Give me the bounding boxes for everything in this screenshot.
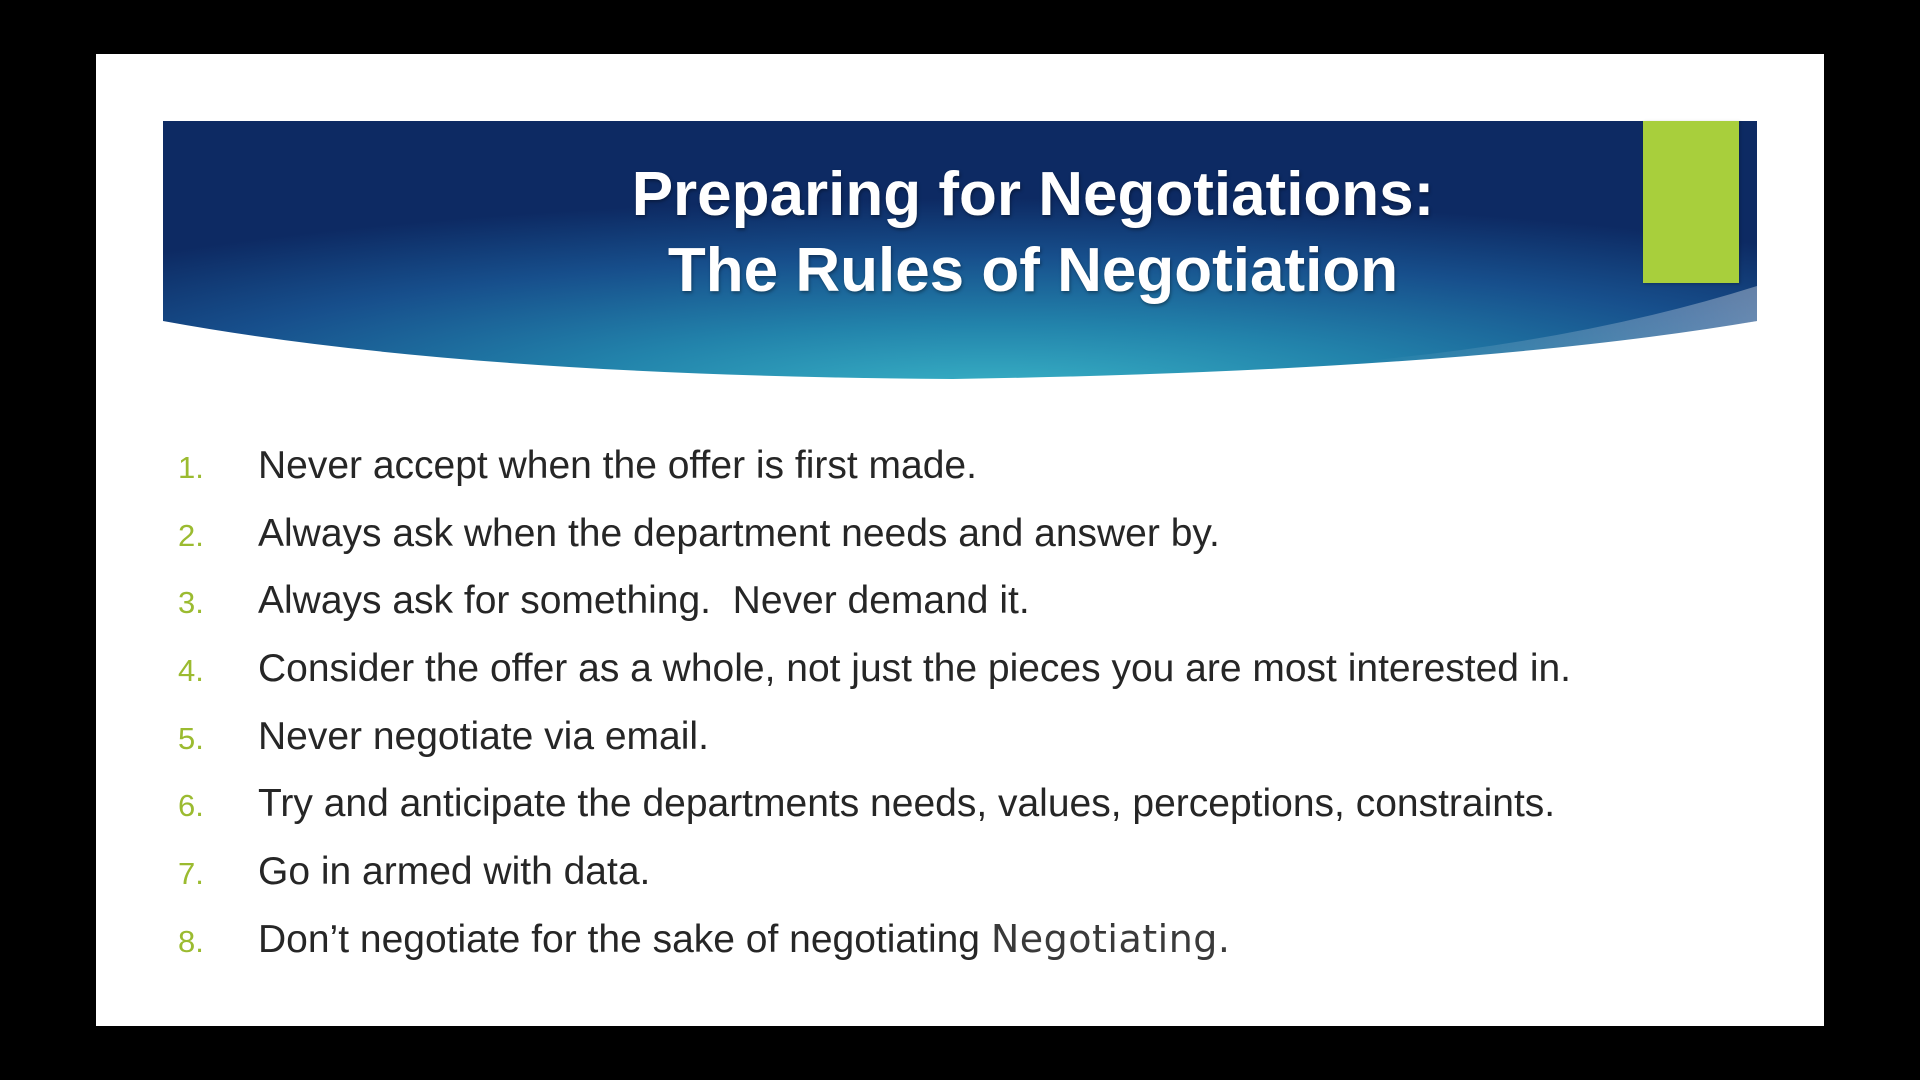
rules-list	[178, 432, 1758, 974]
list-item	[178, 567, 1758, 635]
list-text: Always ask for something. Never demand it.	[258, 579, 1030, 623]
list-item	[178, 838, 1758, 906]
accent-tab	[1643, 121, 1739, 283]
list-text: Try and anticipate the departments needs, values, perceptions, constraints.	[258, 782, 1556, 826]
list-text-main: Don’t negotiate for the sake of negotiating	[258, 918, 991, 962]
list-text: Never accept when the offer is first made.	[258, 443, 977, 487]
list-item	[178, 432, 1758, 500]
list-number: 7.	[178, 855, 204, 891]
list-text: Go in armed with data.	[258, 849, 651, 893]
list-item	[178, 906, 1758, 974]
list-number: 6.	[178, 788, 204, 824]
list-number: 5.	[178, 720, 204, 756]
slide	[96, 54, 1824, 1026]
list-item	[178, 635, 1758, 703]
list-text: Consider the offer as a whole, not just the pieces you are most interested in.	[258, 646, 1572, 690]
title-banner	[163, 121, 1757, 431]
list-text: Always ask when the department needs and answer by.	[258, 511, 1220, 555]
list-text: Never negotiate via email.	[258, 714, 709, 758]
list-number: 4.	[178, 652, 204, 688]
slide-title	[533, 157, 1533, 309]
list-number: 1.	[178, 449, 204, 485]
list-text-suffix: Negotiating.	[990, 917, 1231, 962]
list-number: 3.	[178, 585, 204, 621]
slide-title-line-2: The Rules of Negotiation	[667, 236, 1399, 305]
list-item	[178, 500, 1758, 568]
list-number: 8.	[178, 923, 204, 959]
list-number: 2.	[178, 517, 204, 553]
slide-title-line-1: Preparing for Negotiations:	[631, 160, 1435, 229]
list-item	[178, 703, 1758, 771]
list-item	[178, 770, 1758, 838]
list-text	[258, 917, 1231, 962]
